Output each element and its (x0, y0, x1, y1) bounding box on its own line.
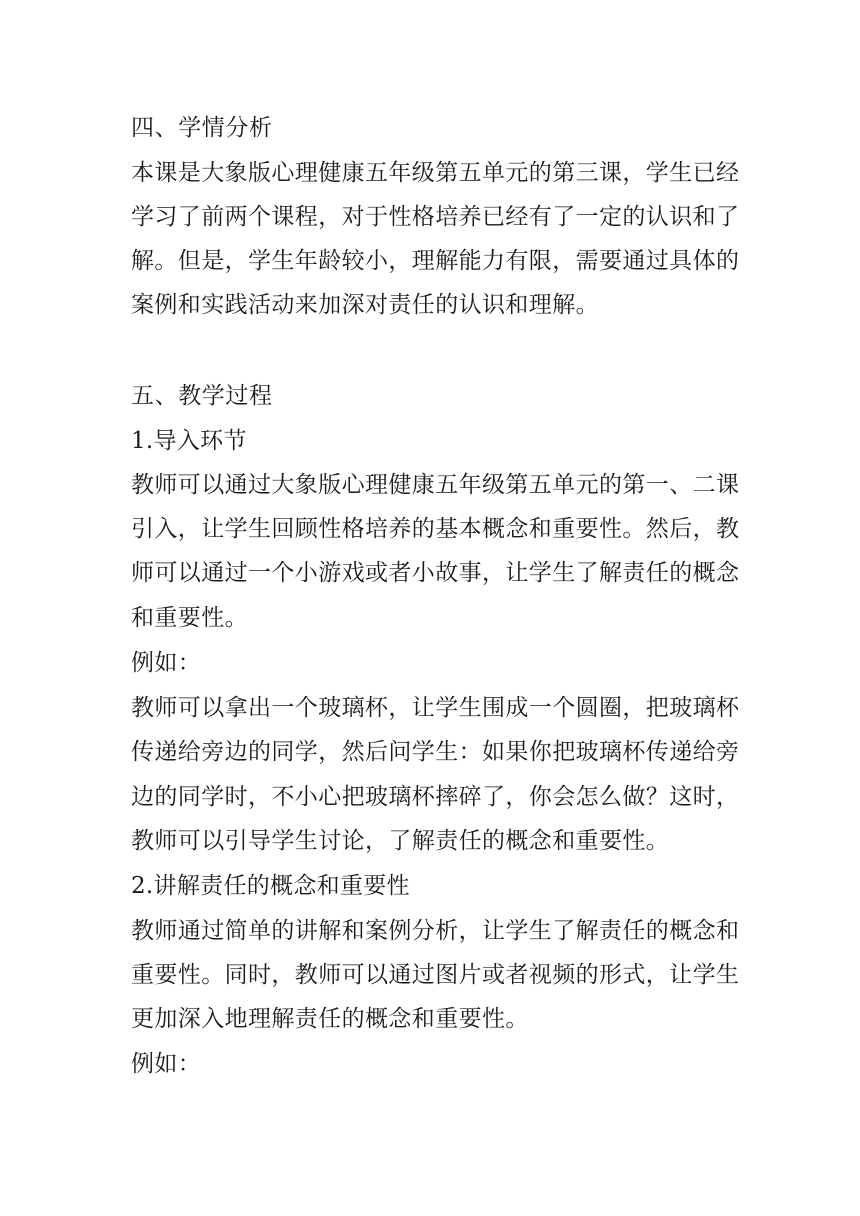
paragraph-line: 重要性。同时，教师可以通过图片或者视频的形式，让学生 (131, 962, 740, 988)
example-label: 例如： (131, 1051, 202, 1077)
paragraph-line: 和重要性。 (131, 605, 248, 631)
step-2-heading: 2.讲解责任的概念和重要性 (131, 873, 410, 899)
paragraph-line: 教师通过简单的讲解和案例分析，让学生了解责任的概念和 (131, 918, 740, 944)
paragraph-line: 学习了前两个课程，对于性格培养已经有了一定的认识和了 (131, 204, 740, 230)
paragraph-line: 本课是大象版心理健康五年级第五单元的第三课，学生已经 (131, 160, 740, 186)
paragraph-line: 师可以通过一个小游戏或者小故事，让学生了解责任的概念 (131, 560, 740, 586)
paragraph-line: 引入，让学生回顾性格培养的基本概念和重要性。然后，教 (131, 516, 740, 542)
step-1-heading: 1.导入环节 (131, 428, 247, 454)
section-4-heading: 四、学情分析 (131, 115, 273, 141)
paragraph-line: 边的同学时，不小心把玻璃杯摔碎了，你会怎么做？这时， (131, 784, 740, 810)
paragraph-line: 解。但是，学生年龄较小，理解能力有限，需要通过具体的 (131, 248, 740, 274)
paragraph-line: 教师可以引导学生讨论，了解责任的概念和重要性。 (131, 828, 670, 854)
paragraph-line: 案例和实践活动来加深对责任的认识和理解。 (131, 292, 599, 318)
section-5-heading: 五、教学过程 (131, 383, 273, 409)
paragraph-line: 教师可以拿出一个玻璃杯，让学生围成一个圆圈，把玻璃杯 (131, 695, 740, 721)
paragraph-line: 更加深入地理解责任的概念和重要性。 (131, 1006, 529, 1032)
example-label: 例如： (131, 650, 202, 676)
paragraph-line: 教师可以通过大象版心理健康五年级第五单元的第一、二课 (131, 472, 740, 498)
paragraph-line: 传递给旁边的同学，然后问学生：如果你把玻璃杯传递给旁 (131, 739, 740, 765)
